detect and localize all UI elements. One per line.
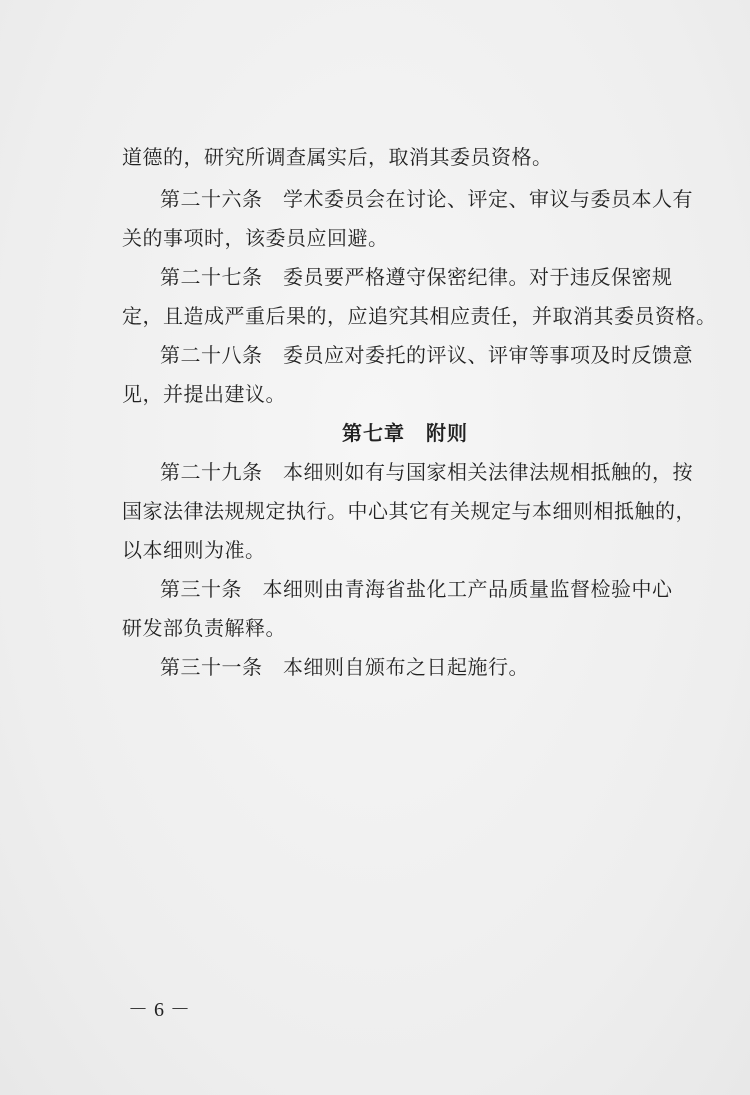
article-29-text: 第二十九条 本细则如有与国家相关法律法规相抵触的，按 (160, 460, 693, 484)
article-26-text: 第二十六条 学术委员会在讨论、评定、审议与委员本人有 (160, 187, 693, 211)
text-line: 见，并提出建议。 (122, 382, 286, 406)
text-line: 以本细则为准。 (122, 538, 266, 562)
text-line: 道德的，研究所调查属实后，取消其委员资格。 (122, 145, 553, 169)
text-line: 国家法律法规规定执行。中心其它有关规定与本细则相抵触的， (122, 499, 696, 523)
article-27-text: 第二十七条 委员要严格遵守保密纪律。对于违反保密规 (160, 265, 673, 289)
chapter-heading: 第七章 附则 (342, 421, 468, 445)
text-line: 定，且造成严重后果的，应追究其相应责任，并取消其委员资格。 (122, 304, 717, 328)
text-line: 关的事项时，该委员应回避。 (122, 226, 389, 250)
article-28-text: 第二十八条 委员应对委托的评议、评审等事项及时反馈意 (160, 343, 693, 367)
page-number: －6－ (128, 999, 196, 1021)
text-line: 研发部负责解释。 (122, 616, 286, 640)
article-30-text: 第三十条 本细则由青海省盐化工产品质量监督检验中心 (160, 577, 673, 601)
article-31-text: 第三十一条 本细则自颁布之日起施行。 (160, 655, 529, 679)
